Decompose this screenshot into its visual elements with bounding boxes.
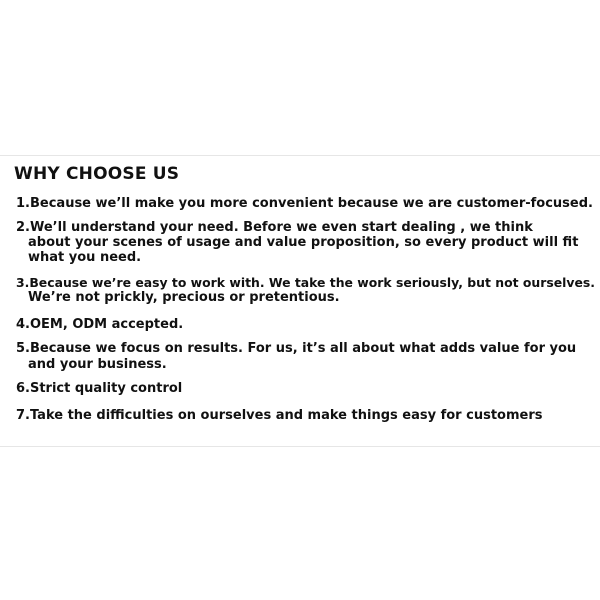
reason-line: 3.Because we’re easy to work with. We take the work seriously, but not ourselves. bbox=[16, 275, 595, 290]
reason-line: 4.OEM, ODM accepted. bbox=[16, 317, 184, 332]
reason-line: 2.We’ll understand your need. Before we even start dealing , we think bbox=[16, 220, 533, 235]
reason-line: and your business. bbox=[28, 357, 167, 372]
page-title: WHY CHOOSE US bbox=[14, 164, 180, 184]
top-divider bbox=[0, 155, 600, 156]
reason-line: about your scenes of usage and value proposition, so every product will fit bbox=[28, 235, 579, 250]
reason-line: 1.Because we’ll make you more convenient because we are customer-focused. bbox=[16, 196, 593, 211]
bottom-divider bbox=[0, 446, 600, 447]
reason-line: 7.Take the difficulties on ourselves and make things easy for customers bbox=[16, 408, 543, 423]
reason-line: 5.Because we focus on results. For us, it’s all about what adds value for you bbox=[16, 341, 577, 356]
reason-line: 6.Strict quality control bbox=[16, 381, 183, 396]
reason-line: We’re not prickly, precious or pretentious. bbox=[28, 290, 340, 305]
reason-line: what you need. bbox=[28, 250, 142, 265]
